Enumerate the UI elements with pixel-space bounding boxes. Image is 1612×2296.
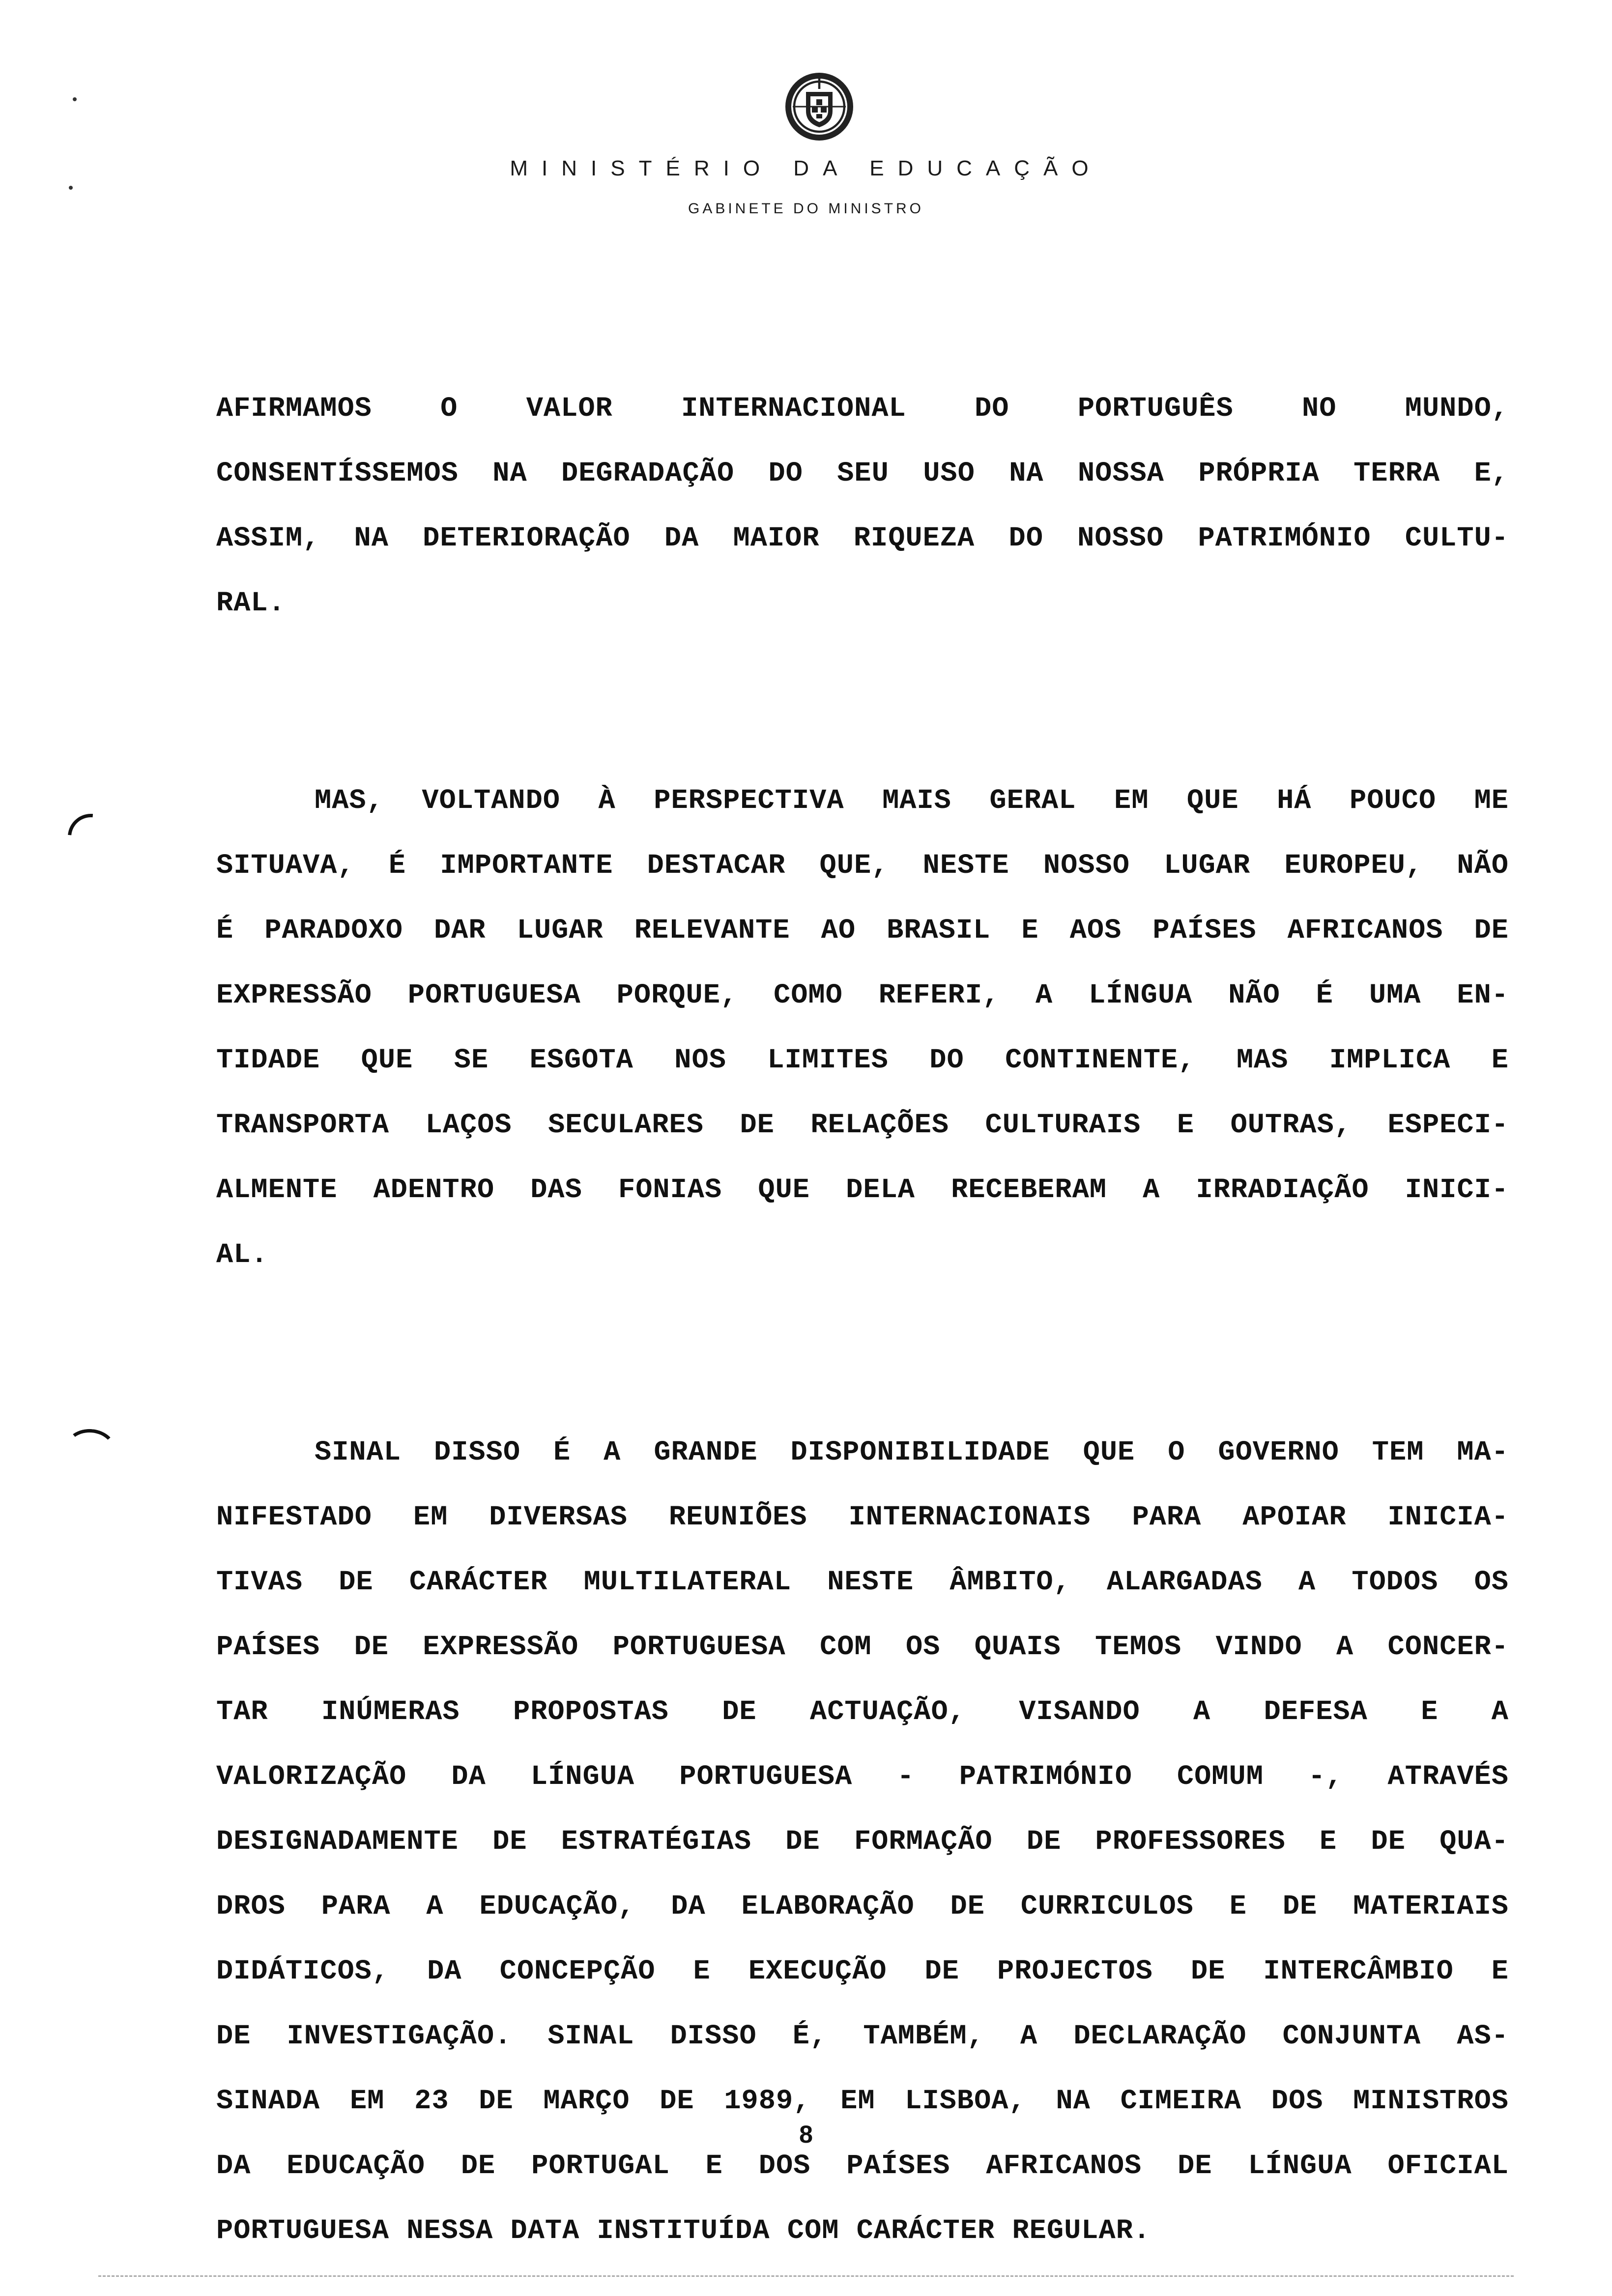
paragraph-1 [216, 376, 1509, 636]
text-line: SINADA EM 23 DE MARÇO DE 1989, EM LISBOA, NA CIMEIRA DOS MINISTROS [216, 2086, 1509, 2117]
text-line: EXPRESSÃO PORTUGUESA PORQUE, COMO REFERI, A LÍNGUA NÃO É UMA EN- [216, 980, 1509, 1011]
text-line: DIDÁTICOS, DA CONCEPÇÃO E EXECUÇÃO DE PROJECTOS DE INTERCÂMBIO E [216, 1956, 1509, 1987]
text-line: CONSENTÍSSEMOS NA DEGRADAÇÃO DO SEU USO NA NOSSA PRÓPRIA TERRA E, [216, 458, 1509, 489]
text-line: DE INVESTIGAÇÃO. SINAL DISSO É, TAMBÉM, A DECLARAÇÃO CONJUNTA AS- [216, 2021, 1509, 2052]
text-line: DA EDUCAÇÃO DE PORTUGAL E DOS PAÍSES AFRICANOS DE LÍNGUA OFICIAL [216, 2151, 1509, 2182]
text-line: PORTUGUESA NESSA DATA INSTITUÍDA COM CARÁCTER REGULAR. [216, 2215, 1151, 2247]
text-line: SINAL DISSO É A GRANDE DISPONIBILIDADE QUE O GOVERNO TEM MA- [315, 1437, 1509, 1468]
text-line: PAÍSES DE EXPRESSÃO PORTUGUESA COM OS QUAIS TEMOS VINDO A CONCER- [216, 1632, 1509, 1663]
text-line: DESIGNADAMENTE DE ESTRATÉGIAS DE FORMAÇÃO DE PROFESSORES E DE QUA- [216, 1826, 1509, 1858]
text-line: É PARADOXO DAR LUGAR RELEVANTE AO BRASIL E AOS PAÍSES AFRICANOS DE [216, 915, 1509, 947]
text-line: ALMENTE ADENTRO DAS FONIAS QUE DELA RECEBERAM A IRRADIAÇÃO INICI- [216, 1175, 1509, 1206]
cabinet-subtitle: GABINETE DO MINISTRO [688, 201, 924, 217]
text-line: RAL. [216, 588, 286, 619]
text-line: TIDADE QUE SE ESGOTA NOS LIMITES DO CONTINENTE, MAS IMPLICA E [216, 1045, 1509, 1076]
punch-hole-mark [63, 1427, 118, 1473]
text-line: MAS, VOLTANDO À PERSPECTIVA MAIS GERAL EM QUE HÁ POUCO ME [315, 785, 1509, 817]
text-line: AFIRMAMOS O VALOR INTERNACIONAL DO PORTUGUÊS NO MUNDO, [216, 393, 1509, 425]
text-line: NIFESTADO EM DIVERSAS REUNIÕES INTERNACIONAIS PARA APOIAR INICIA- [216, 1502, 1509, 1533]
text-line: ASSIM, NA DETERIORAÇÃO DA MAIOR RIQUEZA DO NOSSO PATRIMÓNIO CULTU- [216, 523, 1509, 554]
scan-edge-line [98, 2275, 1514, 2277]
scan-speck [73, 97, 77, 101]
text-line: TRANSPORTA LAÇOS SECULARES DE RELAÇÕES CULTURAIS E OUTRAS, ESPECI- [216, 1110, 1509, 1141]
text-line: VALORIZAÇÃO DA LÍNGUA PORTUGUESA - PATRIMÓNIO COMUM -, ATRAVÉS [216, 1761, 1509, 1793]
page-number: 8 [799, 2121, 813, 2148]
text-line: DROS PARA A EDUCAÇÃO, DA ELABORAÇÃO DE CURRICULOS E DE MATERIAIS [216, 1891, 1509, 1923]
body-text [216, 376, 1509, 2264]
punch-hole-mark [58, 804, 123, 869]
text-line: AL. [216, 1239, 268, 1271]
paragraph-2 [216, 769, 1509, 1288]
text-line: TAR INÚMERAS PROPOSTAS DE ACTUAÇÃO, VISANDO A DEFESA E A [216, 1696, 1509, 1728]
text-line: TIVAS DE CARÁCTER MULTILATERAL NESTE ÂMBITO, ALARGADAS A TODOS OS [216, 1567, 1509, 1598]
text-line: SITUAVA, É IMPORTANTE DESTACAR QUE, NESTE NOSSO LUGAR EUROPEU, NÃO [216, 850, 1509, 882]
scan-speck [69, 186, 73, 190]
coat-of-arms-icon [782, 70, 856, 144]
ministry-title: MINISTÉRIO DA EDUCAÇÃO [510, 156, 1102, 180]
